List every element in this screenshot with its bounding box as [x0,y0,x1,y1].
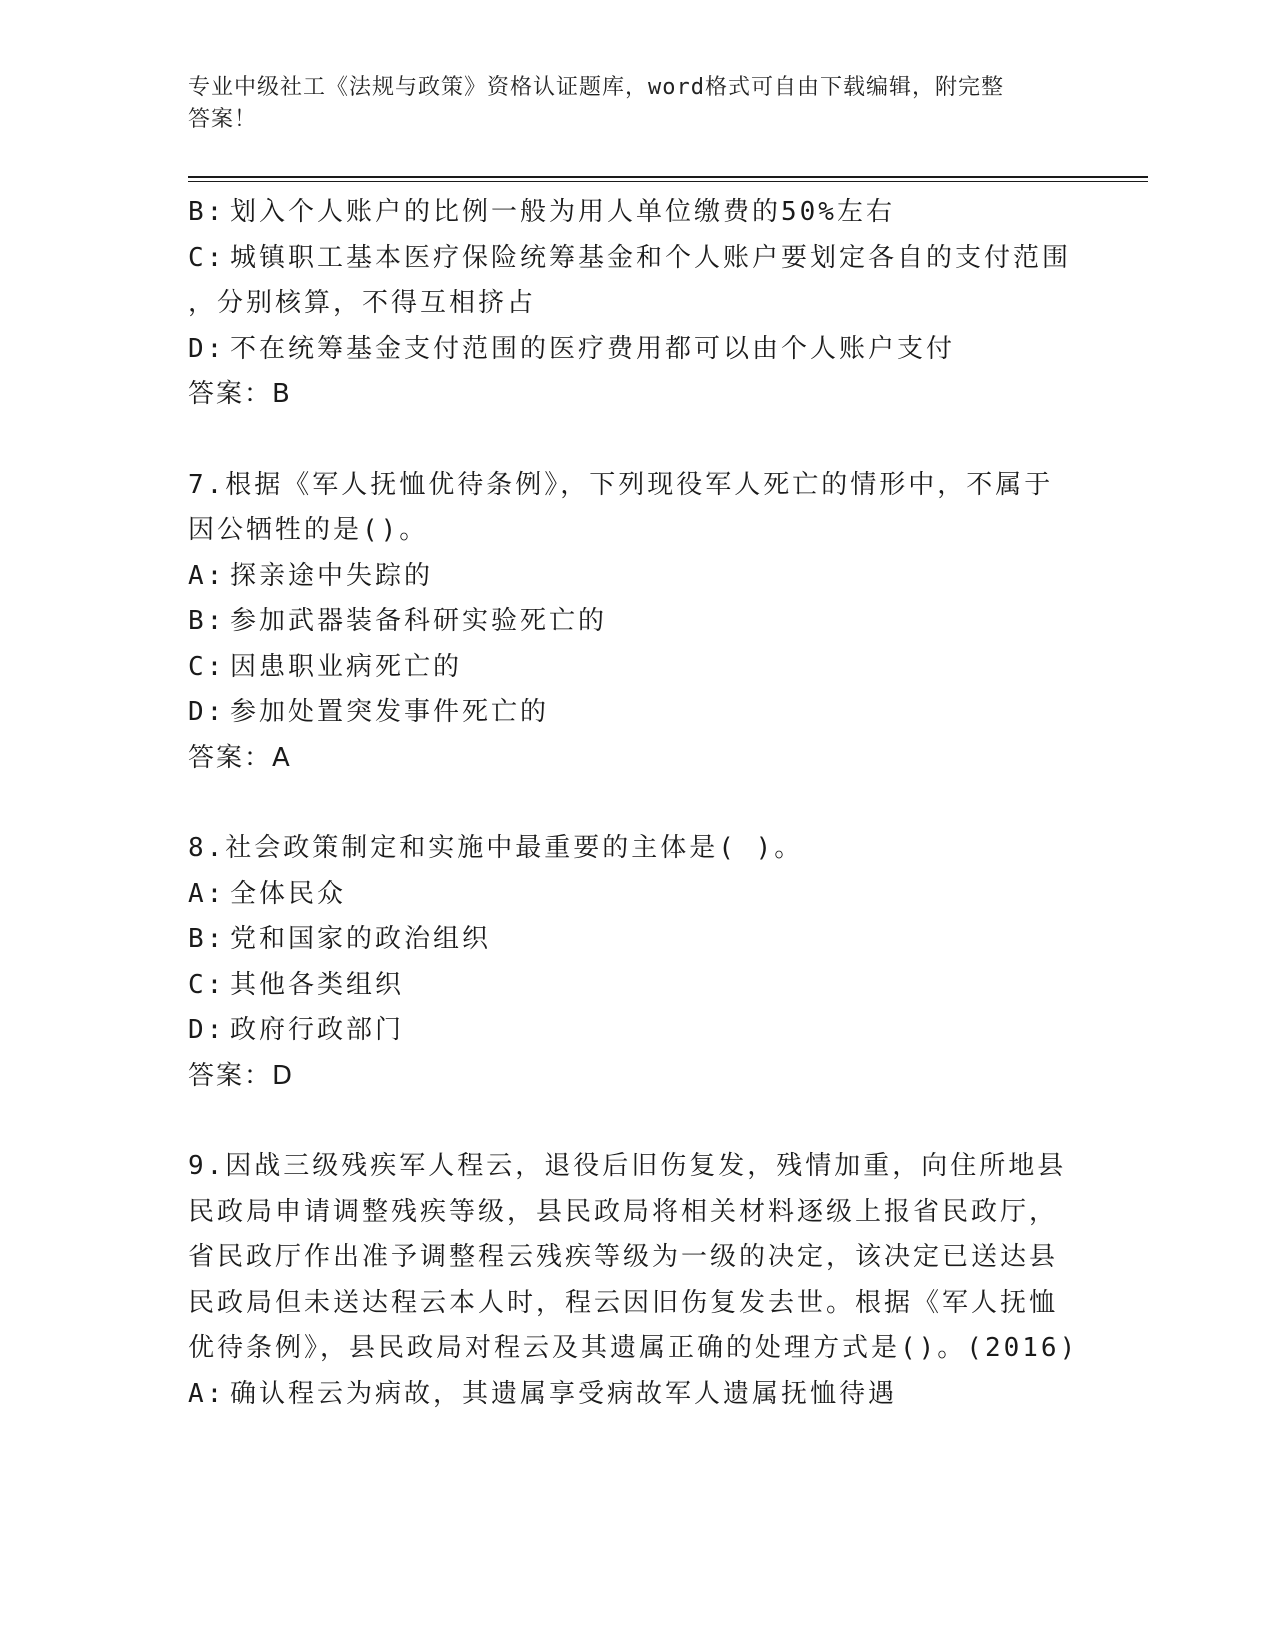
question-stem: 7.根据《军人抚恤优待条例》，下列现役军人死亡的情形中，不属于 [188,469,1054,500]
option-b [188,190,1068,236]
option-b [188,917,1068,963]
option-text: 政府行政部门 [230,1015,405,1045]
option-c-continued [188,281,1068,327]
question-stem: 民政局但未送达程云本人时，程云因旧伤复发去世。根据《军人抚恤 [188,1287,1059,1318]
option-label: D: [188,1015,226,1045]
option-d [188,327,1068,373]
option-d [188,1008,1068,1054]
option-label: B: [188,197,226,227]
option-label: C: [188,969,226,1000]
option-label: D: [188,333,226,364]
answer-line: 答案：A [188,742,292,773]
page-header [188,72,1068,136]
option-text: 参加处置突发事件死亡的 [230,697,550,727]
option-d [188,690,1068,736]
document-body [188,190,1079,1417]
question-7 [188,463,1068,782]
option-text: 探亲途中失踪的 [230,560,434,591]
option-a [188,872,1068,918]
option-label: A: [188,560,226,591]
option-label: C: [188,651,226,682]
question-stem: 民政局申请调整残疾等级，县民政局将相关材料逐级上报省民政厅， [188,1196,1059,1227]
header-rule-thick [188,176,1148,178]
answer-line: 答案：B [188,379,292,409]
option-label: A: [188,878,226,909]
question-9 [188,1144,1079,1417]
option-label: A: [188,1378,226,1409]
question-6-tail [188,190,1072,418]
option-c [188,236,1072,282]
option-c [188,645,1068,691]
option-c [188,963,1068,1009]
option-text: 不在统筹基金支付范围的医疗费用都可以由个人账户支付 [230,333,956,364]
question-stem: 因公牺牲的是()。 [188,515,429,545]
option-text: ，分别核算，不得互相挤占 [188,288,537,318]
question-stem: 8.社会政策制定和实施中最重要的主体是( )。 [188,833,804,863]
question-8 [188,826,1068,1099]
option-text: 因患职业病死亡的 [230,651,463,682]
option-a [188,554,1068,600]
option-label: D: [188,697,226,727]
option-text: 确认程云为病故，其遗属享受病故军人遗属抚恤待遇 [230,1378,898,1409]
option-text: 其他各类组织 [230,969,405,1000]
question-stem: 优待条例》，县民政局对程云及其遗属正确的处理方式是()。(2016) [188,1333,1079,1363]
question-stem: 省民政厅作出准予调整程云残疾等级为一级的决定，该决定已送达县 [188,1242,1059,1272]
option-text: 党和国家的政治组织 [230,924,492,954]
question-stem: 9.因战三级残疾军人程云，退役后旧伤复发，残情加重，向住所地县 [188,1151,1067,1181]
header-rule-thin [188,181,1148,182]
option-label: B: [188,924,226,954]
option-label: C: [188,242,226,273]
header-line-1: 专业中级社工《法规与政策》资格认证题库，word格式可自由下载编辑，附完整 [188,75,1004,100]
option-text: 划入个人账户的比例一般为用人单位缴费的50%左右 [230,197,895,227]
option-text: 参加武器装备科研实验死亡的 [230,606,608,636]
option-label: B: [188,606,226,636]
option-a [188,1372,1068,1418]
option-text: 全体民众 [230,878,347,909]
header-line-2: 答案！ [188,107,258,132]
option-b [188,599,1068,645]
option-text: 城镇职工基本医疗保险统筹基金和个人账户要划定各自的支付范围 [230,242,1072,273]
answer-line: 答案：D [188,1060,295,1091]
